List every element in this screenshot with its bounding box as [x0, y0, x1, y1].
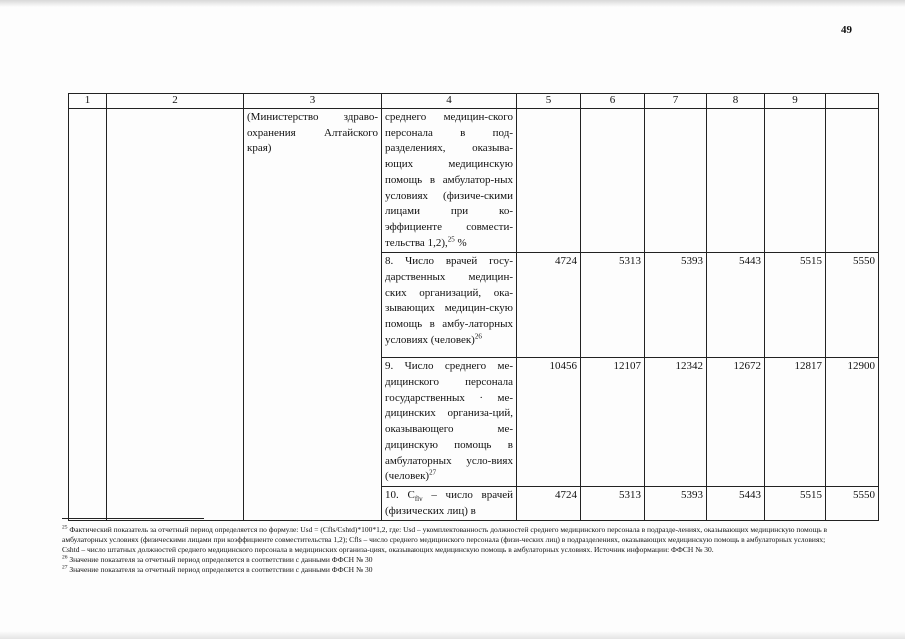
value-cell: 10456: [517, 358, 581, 487]
header-cell: 1: [69, 94, 107, 109]
col2-cell: [107, 109, 244, 521]
value-cell: [826, 109, 879, 253]
table-row: [69, 109, 879, 253]
footnote-ref[interactable]: 25: [447, 234, 455, 243]
responsible-agency-text: (Министерство здраво-охранения Алтайского края): [247, 111, 378, 155]
value-cell: [581, 109, 645, 253]
scan-edge-bottom: [0, 631, 905, 639]
footnote-text: Значение показателя за отчетный период определяется в соответствии с данными ФФСН № 30: [67, 565, 373, 574]
value-cell: 12342: [645, 358, 707, 487]
footnote-ref[interactable]: 26: [474, 332, 482, 341]
indicator-text-cell: [382, 358, 517, 487]
value-cell: 12817: [765, 358, 826, 487]
footnote-separator: [62, 518, 204, 519]
indicator-table: [68, 93, 879, 521]
value-cell: [645, 109, 707, 253]
indicator-unit: %: [454, 236, 467, 249]
header-cell: 2: [107, 94, 244, 109]
indicator-text-cell: [382, 486, 517, 520]
value-cell: 5443: [707, 253, 765, 358]
footnotes: [62, 525, 838, 575]
header-cell: 6: [581, 94, 645, 109]
value-cell: 12107: [581, 358, 645, 487]
indicator-subscript: flv: [414, 495, 423, 504]
value-cell: [707, 109, 765, 253]
header-cell: [826, 94, 879, 109]
footnote-ref[interactable]: 27: [429, 468, 437, 477]
value-cell: [517, 109, 581, 253]
value-cell: 5313: [581, 253, 645, 358]
footnote-text: Значение показателя за отчетный период определяется в соответствии с данными ФФСН № 30: [67, 555, 373, 564]
indicator-text: 10. C: [385, 488, 415, 501]
value-cell: 5550: [826, 253, 879, 358]
footnote-27: [62, 565, 838, 575]
value-cell: 5550: [826, 486, 879, 520]
footnote-26: [62, 555, 838, 565]
col1-cell: [69, 109, 107, 521]
header-cell: 3: [244, 94, 382, 109]
page-number: 49: [841, 24, 852, 36]
footnote-text: Фактический показатель за отчетный период определяется по формуле: Usd = (Cfls/Cshtd)*100*1,2, где: Usd – укомплектованность должностей среднего медицинского персонала в подразде-лениях, оказывающих медицинскую помощь в амбулаторных условиях (физическими лицами при коэффициенте совместительства 1,2); Cfls – число среднего медицинского персонала (физи-ческих лиц) в подразделениях, оказывающих медицинскую помощь в амбулаторных условиях; Cshtd – число штатных должностей среднего медицинского персонала в медицинских организа-циях, оказывающих медицинскую помощь в амбулаторных условиях. Источник информации: ФФСН № 30.: [62, 525, 828, 554]
value-cell: 4724: [517, 486, 581, 520]
indicator-text-cell: [382, 253, 517, 358]
indicator-text: 9. Число среднего ме-дицинского персонала государственных · ме-дицинских организа-ций, оказывающего ме-дицинскую помощь в амбулаторных усло-виях (человек): [385, 360, 513, 483]
value-cell: 5515: [765, 486, 826, 520]
header-cell: 8: [707, 94, 765, 109]
header-cell: 9: [765, 94, 826, 109]
footnote-25: [62, 525, 838, 555]
indicator-text: среднего медицин-ского персонала в под-разделениях, оказыва-ющих медицинскую помощь в амбулатор-ных условиях (физиче-скими лицами при ко-эффициенте совмести-тельства 1,2),: [385, 111, 513, 249]
scan-edge-top: [0, 0, 905, 7]
value-cell: 12900: [826, 358, 879, 487]
value-cell: 5393: [645, 486, 707, 520]
indicator-text: 8. Число врачей госу-дарственных медицин-ских организаций, ока-зывающих медицин-скую помощь в амбу-латорных условиях (человек): [385, 255, 513, 346]
footnote-marker: 25: [62, 524, 68, 531]
responsible-agency-cell: [244, 109, 382, 521]
indicator-text-cell: [382, 109, 517, 253]
value-cell: [765, 109, 826, 253]
value-cell: 12672: [707, 358, 765, 487]
header-cell: 7: [645, 94, 707, 109]
header-cell: 4: [382, 94, 517, 109]
value-cell: 5443: [707, 486, 765, 520]
value-cell: 5515: [765, 253, 826, 358]
header-cell: 5: [517, 94, 581, 109]
footnote-marker: 26: [62, 554, 68, 561]
value-cell: 4724: [517, 253, 581, 358]
table-header-row: [69, 94, 879, 109]
value-cell: 5393: [645, 253, 707, 358]
value-cell: 5313: [581, 486, 645, 520]
indicator-text: – число врачей (физических лиц) в: [385, 488, 513, 517]
footnote-marker: 27: [62, 564, 68, 571]
